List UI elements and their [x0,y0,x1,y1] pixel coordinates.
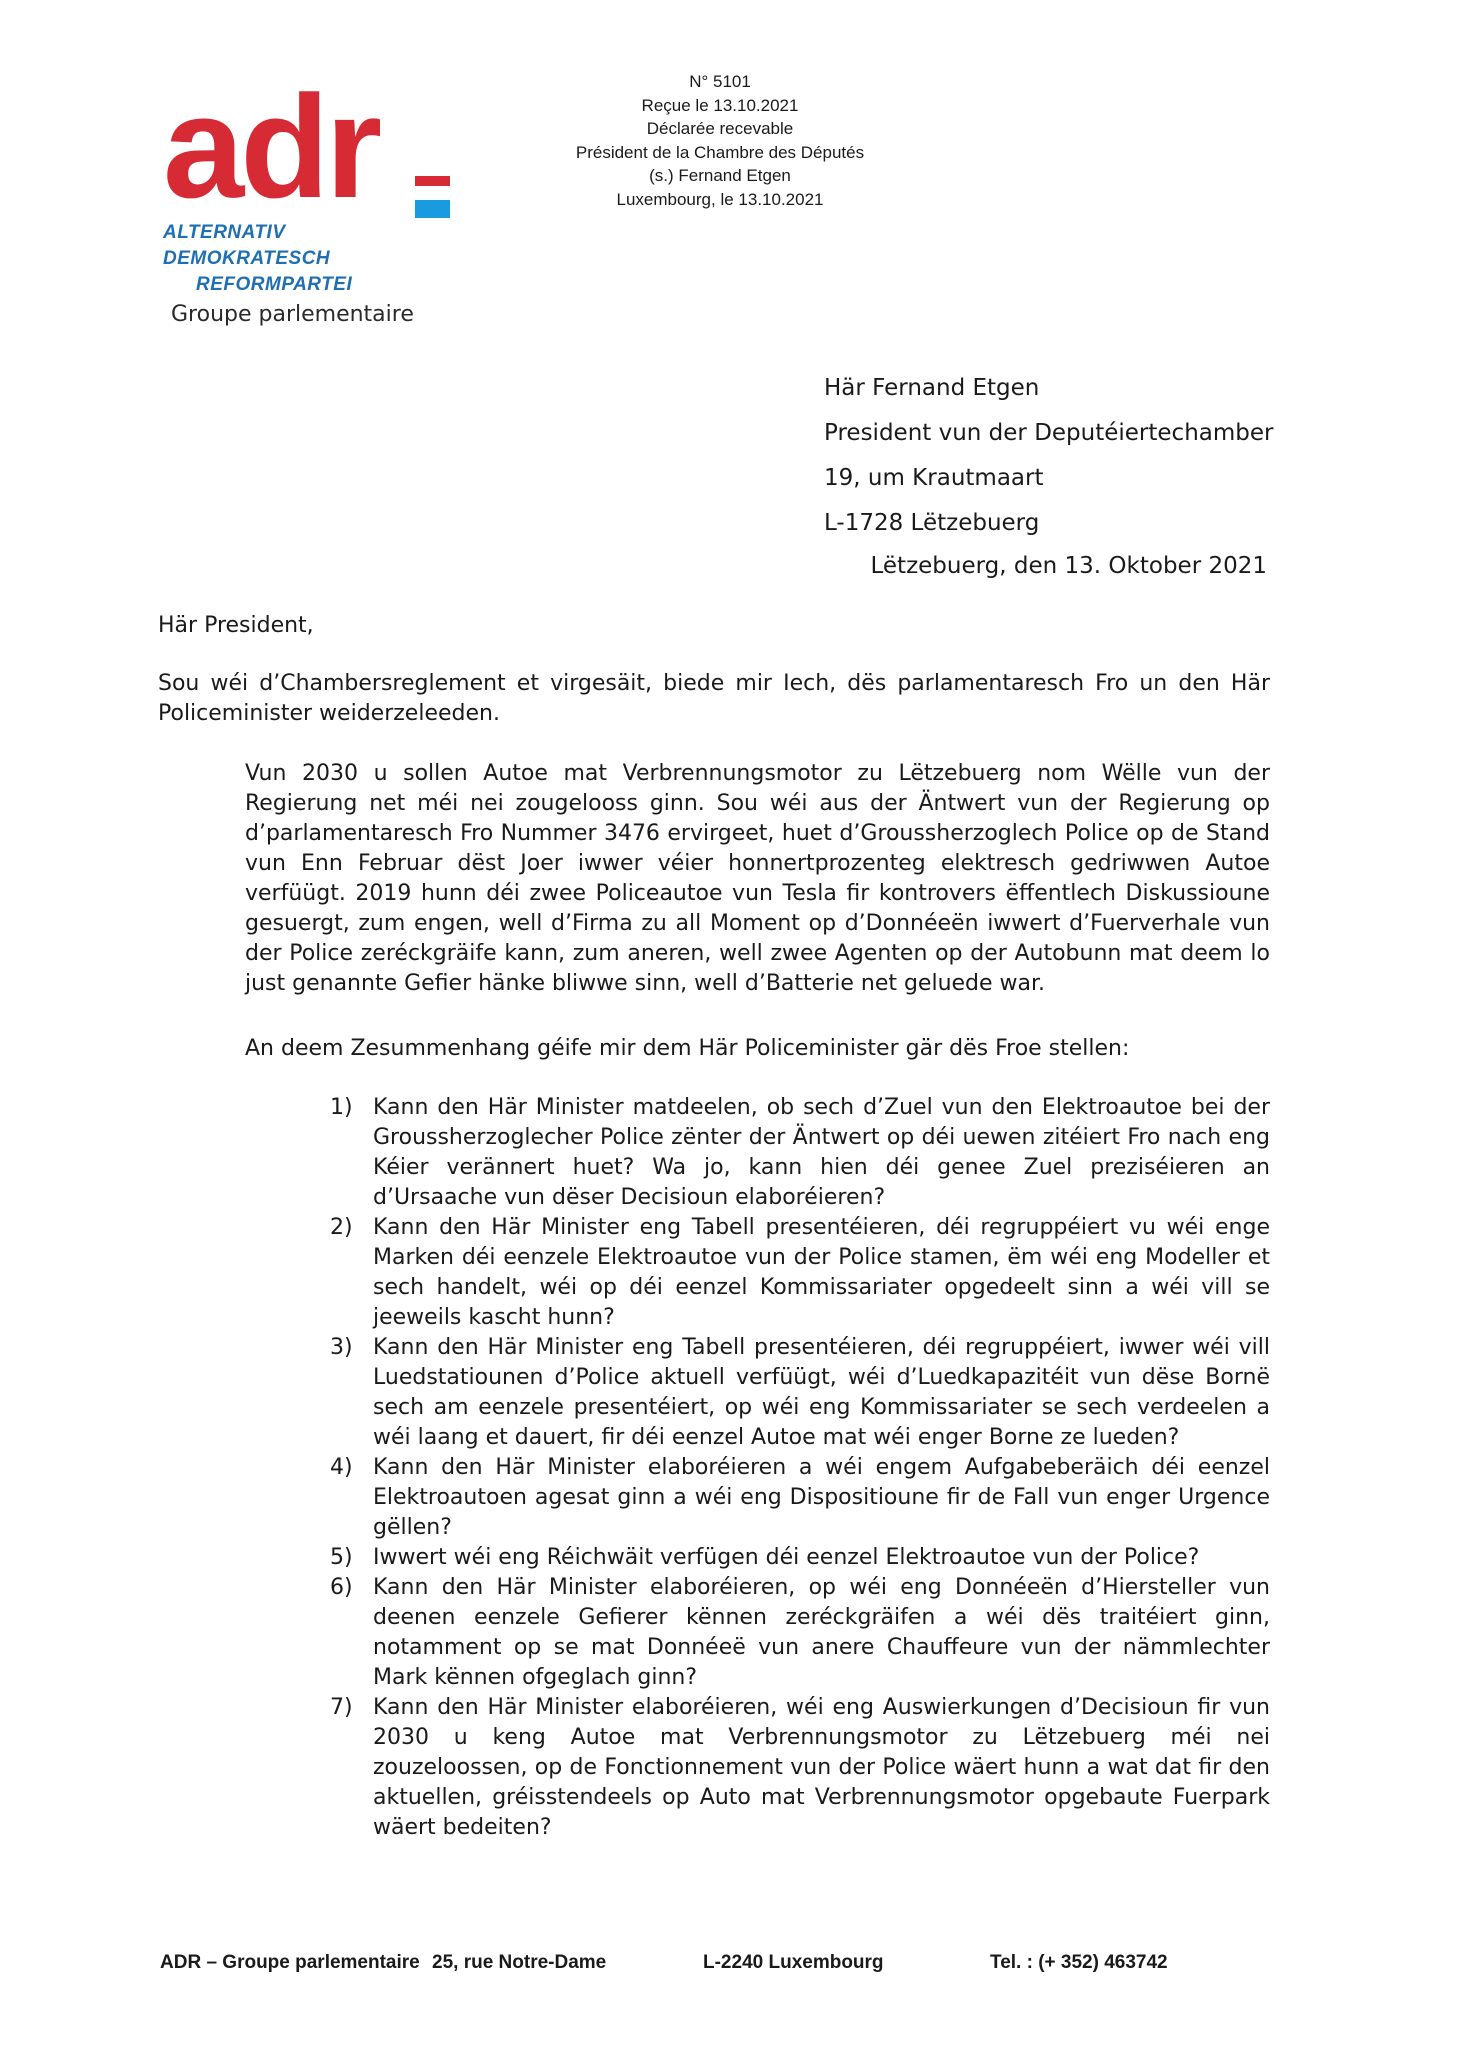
footer-city: L-2240 Luxembourg [703,1952,884,1973]
question-item [330,1333,1270,1453]
question-text: Kann den Här Minister matdeelen, ob sech d’Zuel vun den Elektroautoe bei der Groussherzoglecher Police zënter der Äntwert op déi uewen zitéiert Fro nach eng Kéier verännert huet? Wa jo, kann hien déi genee Zuel preziséieren an d’Ursaache vun dëser Decisioun elaboréieren? [373,1095,1270,1210]
question-number: 6) [330,1575,353,1600]
recipient-name: Här Fernand Etgen [824,375,1040,401]
question-text: Iwwert wéi eng Réichwäit verfügen déi eenzel Elektroautoe vun der Police? [373,1545,1200,1570]
recipient-address [824,366,1274,546]
logo-mark [163,65,453,228]
question-lead-paragraph: An deem Zesummenhang géife mir dem Här Policeminister gär dës Froe stellen: [245,1036,1130,1061]
footer-org: ADR – Groupe parlementaire [160,1952,420,1973]
question-item [330,1453,1270,1543]
recipient-city: L-1728 Lëtzebuerg [824,510,1040,536]
question-number: 3) [330,1335,353,1360]
question-text: Kann den Här Minister elaboréieren, wéi eng Auswierkungen d’Decisioun fir vun 2030 u keng Autoe mat Verbrennungsmotor zu Lëtzebuerg méi nei zouzeloossen, op de Fonctionnement vun der Police wäert hunn a wat dat fir den aktuellen, gréisstendeels op Auto mat Verbrennungsmotor opgebaute Fuerpark wäert bedeiten? [373,1695,1270,1840]
stamp-place-date: Luxembourg, le 13.10.2021 [616,189,824,209]
question-number: 7) [330,1695,353,1720]
question-text: Kann den Här Minister eng Tabell presentéieren, déi regruppéiert, iwwer wéi vill Luedstatiounen d’Police aktuell verfüügt, wéi d’Luedkapazitéit vun dëse Bornë sech am eenzele presentéiert, op wéi eng Kommissariater se sech verdeelen a wéi laang et dauert, fir déi eenzel Autoe mat wéi enger Borne ze lueden? [373,1335,1270,1450]
questions-list [330,1093,1270,1843]
question-text: Kann den Här Minister elaboréieren a wéi engem Aufgabeberäich déi eenzel Elektroautoen agesat ginn a wéi eng Dispositioune fir de Fall vun enger Urgence gëllen? [373,1455,1270,1540]
logo-blue-square [415,200,450,218]
logo-dash [415,176,450,186]
reception-stamp [520,70,920,211]
question-text: Kann den Här Minister eng Tabell presentéieren, déi regruppéiert vu wéi enge Marken déi eenzele Elektroautoe vun der Police stamen, ëm wéi eng Modeller et sech handelt, wéi op déi eenzel Kommissariater opgedeelt sinn a wéi vill se jeeweils kascht hunn? [373,1215,1270,1330]
question-number: 2) [330,1215,353,1240]
letter-date: Lëtzebuerg, den 13. Oktober 2021 [870,553,1267,579]
recipient-title: President vun der Deputéiertechamber [824,420,1274,446]
question-number: 1) [330,1095,353,1120]
question-item [330,1693,1270,1843]
question-number: 5) [330,1545,353,1570]
question-item [330,1543,1270,1573]
question-text: Kann den Här Minister elaboréieren, op wéi eng Donnéeën d’Hiersteller vun deenen eenzele Gefierer kënnen zeréckgräifen a wéi dës traitéiert ginn, notamment op se mat Donnéeë vun anere Chauffeure vun der nämmlechter Mark kënnen ofgeglach ginn? [373,1575,1270,1690]
question-item [330,1093,1270,1213]
stamp-signed: (s.) Fernand Etgen [649,166,791,185]
question-item [330,1573,1270,1693]
logo-text: adr [163,65,379,228]
question-item [330,1213,1270,1333]
question-number: 4) [330,1455,353,1480]
party-name-line2: REFORMPARTEI [196,274,353,295]
stamp-declared: Déclarée recevable [646,119,794,138]
stamp-president: Président de la Chambre des Députés [575,142,865,162]
party-logo [163,65,453,330]
party-name-line1: ALTERNATIV DEMOKRATESCH [163,222,331,269]
stamp-received: Reçue le 13.10.2021 [641,95,799,115]
context-paragraph: Vun 2030 u sollen Autoe mat Verbrennungsmotor zu Lëtzebuerg nom Wëlle vun der Regierung net méi nei zougelooss ginn. Sou wéi aus der Äntwert vun der Regierung op d’parlamentaresch Fro Nummer 3476 ervirgeet, huet d’Groussherzoglech Police op de Stand vun Enn Februar dëst Joer iwwer véier honnertprozenteg elektresch gedriwwen Autoe verfüügt. 2019 hunn déi zwee Policeautoe vun Tesla fir kontrovers ëffentlech Diskussioune gesuergt, zum engen, well d’Firma zu all Moment op d’Donnéeën iwwert d’Fuerverhale vun der Police zeréckgräife kann, zum aneren, well zwee Agenten op der Autobunn mat deem lo just genannte Gefier hänke bliwwe sinn, well d’Batterie net geluede war. [245,761,1270,996]
salutation: Här President, [158,613,314,638]
recipient-street: 19, um Krautmaart [824,465,1044,491]
footer-street: 25, rue Notre-Dame [432,1952,607,1973]
intro-paragraph: Sou wéi d’Chambersreglement et virgesäit, biede mir Iech, dës parlamentaresch Fro un den Här Policeminister weiderzeleeden. [158,671,1270,726]
stamp-number: N° 5101 [689,72,751,91]
group-label: Groupe parlementaire [171,302,414,327]
footer-tel: Tel. : (+ 352) 463742 [990,1952,1168,1973]
